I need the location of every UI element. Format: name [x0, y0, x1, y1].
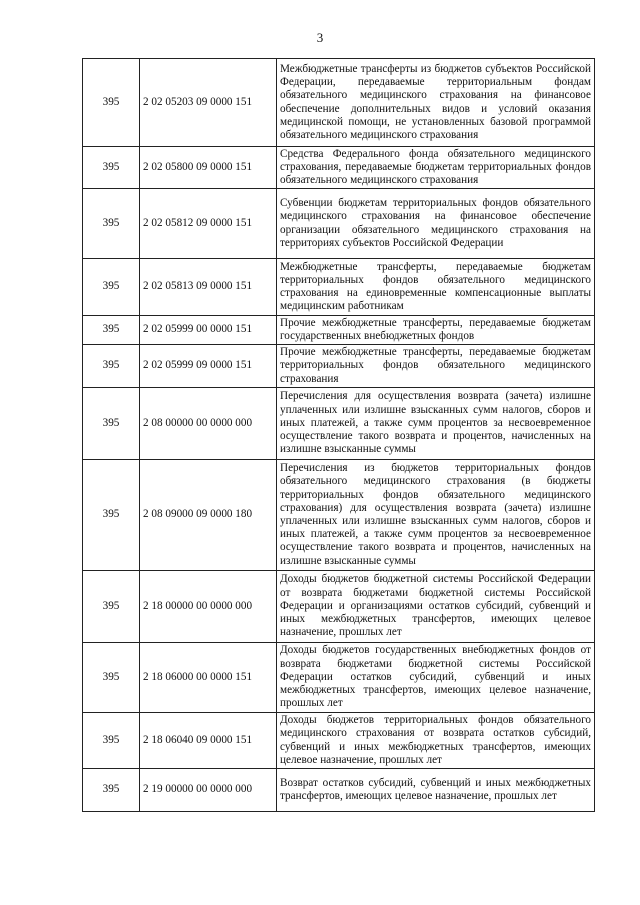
admin-code-cell: 395 [83, 388, 140, 460]
budget-code-cell: 2 18 00000 00 0000 000 [140, 571, 277, 643]
table-row [83, 147, 595, 189]
admin-code-cell: 395 [83, 643, 140, 713]
table-row [83, 388, 595, 460]
table-row [83, 460, 595, 571]
budget-code-cell: 2 19 00000 00 0000 000 [140, 769, 277, 812]
budget-code-cell: 2 08 00000 00 0000 000 [140, 388, 277, 460]
table-row [83, 59, 595, 147]
admin-code-cell: 395 [83, 345, 140, 388]
table-row [83, 769, 595, 812]
admin-code-cell: 395 [83, 713, 140, 769]
admin-code-cell: 395 [83, 769, 140, 812]
description-cell: Субвенции бюджетам территориальных фондов обязательного медицинского страхования на финансовое обеспечение организации обязательного медицинского страхования на территориях субъектов Российской Федерации [277, 189, 595, 259]
description-cell: Межбюджетные трансферты, передаваемые бюджетам территориальных фондов обязательного медицинского страхования на единовременные компенсационные выплаты медицинским работникам [277, 259, 595, 316]
admin-code-cell: 395 [83, 316, 140, 345]
description-cell: Прочие межбюджетные трансферты, передаваемые бюджетам государственных внебюджетных фондов [277, 316, 595, 345]
budget-code-cell: 2 18 06000 00 0000 151 [140, 643, 277, 713]
budget-code-cell: 2 18 06040 09 0000 151 [140, 713, 277, 769]
description-cell: Доходы бюджетов бюджетной системы Российской Федерации от возврата бюджетами бюджетной системы Российской Федерации и организациями остатков субсидий, субвенций и иных межбюджетных трансфертов, имеющих целевое назначение, прошлых лет [277, 571, 595, 643]
budget-code-cell: 2 02 05800 09 0000 151 [140, 147, 277, 189]
admin-code-cell: 395 [83, 460, 140, 571]
admin-code-cell: 395 [83, 147, 140, 189]
description-cell: Перечисления из бюджетов территориальных фондов обязательного медицинского страхования (в бюджеты территориальных фондов обязательного медицинского страхования) для осуществления возврата (зачета) излишне уплаченных или излишне взысканных сумм налогов, сборов и иных платежей, а также сумм процентов за несвоевременное осуществление такого возврата и процентов, начисленных на излишне взысканные суммы [277, 460, 595, 571]
table-row [83, 316, 595, 345]
revenue-codes-table [82, 58, 595, 812]
budget-code-cell: 2 08 09000 09 0000 180 [140, 460, 277, 571]
budget-code-cell: 2 02 05813 09 0000 151 [140, 259, 277, 316]
table-row [83, 713, 595, 769]
table-row [83, 571, 595, 643]
description-cell: Межбюджетные трансферты из бюджетов субъектов Российской Федерации, передаваемые территориальным фондам обязательного медицинского страхования на финансовое обеспечение дополнительных видов и условий оказания медицинской помощи, не установленных базовой программой обязательного медицинского страхования [277, 59, 595, 147]
description-cell: Прочие межбюджетные трансферты, передаваемые бюджетам территориальных фондов обязательного медицинского страхования [277, 345, 595, 388]
budget-code-cell: 2 02 05999 09 0000 151 [140, 345, 277, 388]
admin-code-cell: 395 [83, 571, 140, 643]
admin-code-cell: 395 [83, 59, 140, 147]
budget-code-cell: 2 02 05999 00 0000 151 [140, 316, 277, 345]
table-body [83, 59, 595, 812]
page-number: 3 [316, 30, 324, 45]
table-row [83, 643, 595, 713]
description-cell: Доходы бюджетов территориальных фондов обязательного медицинского страхования от возврата остатков субсидий, субвенций и иных межбюджетных трансфертов, имеющих целевое назначение, прошлых лет [277, 713, 595, 769]
description-cell: Перечисления для осуществления возврата (зачета) излишне уплаченных или излишне взысканных сумм налогов, сборов и иных платежей, а также сумм процентов за несвоевременное осуществление такого возврата и процентов, начисленных на излишне взысканные суммы [277, 388, 595, 460]
table-row [83, 345, 595, 388]
description-cell: Доходы бюджетов государственных внебюджетных фондов от возврата бюджетами бюджетной системы Российской Федерации остатков субсидий, субвенций и иных межбюджетных трансфертов, имеющих целевое назначение, прошлых лет [277, 643, 595, 713]
description-cell: Средства Федерального фонда обязательного медицинского страхования, передаваемые бюджетам территориальных фондов обязательного медицинского страхования [277, 147, 595, 189]
budget-code-cell: 2 02 05812 09 0000 151 [140, 189, 277, 259]
table-row [83, 259, 595, 316]
table-row [83, 189, 595, 259]
admin-code-cell: 395 [83, 259, 140, 316]
description-cell: Возврат остатков субсидий, субвенций и иных межбюджетных трансфертов, имеющих целевое назначение, прошлых лет [277, 769, 595, 812]
admin-code-cell: 395 [83, 189, 140, 259]
budget-code-cell: 2 02 05203 09 0000 151 [140, 59, 277, 147]
